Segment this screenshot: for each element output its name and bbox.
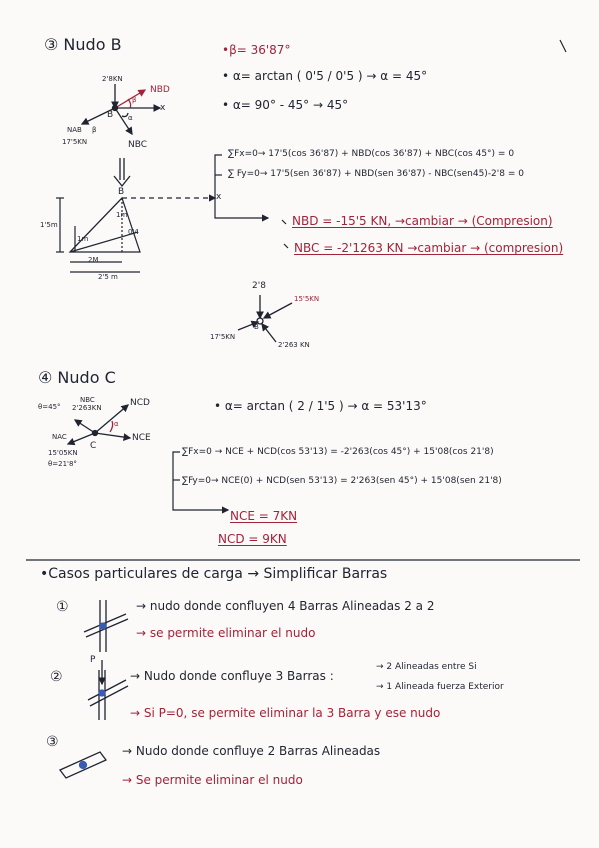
fbd2-b: B — [254, 323, 259, 331]
section4-heading: ④ Nudo C — [38, 368, 116, 387]
case2-option1: → 2 Alineadas entre Si — [376, 662, 477, 672]
eq-alpha-arctan: • α= arctan ( 0'5 / 0'5 ) → α = 45° — [222, 69, 428, 83]
case2-line1: → Nudo donde confluye 3 Barras : — [130, 669, 334, 683]
case3-line2: → Se permite eliminar el nudo — [122, 773, 303, 787]
stray-mark — [560, 40, 566, 52]
case2-bars-icon — [88, 660, 128, 720]
c-nbc-val: 2'263KN — [72, 404, 102, 412]
c-ncd: NCD — [130, 398, 150, 408]
tri-base-1: 2M — [88, 256, 99, 264]
tri-inner-1: 1m — [116, 211, 128, 219]
case1-bars-icon — [84, 600, 128, 652]
c-alpha: α — [114, 420, 119, 428]
tri-height-inner: 1m — [77, 235, 89, 243]
case3-bar-icon — [60, 752, 106, 778]
label-x: x — [160, 103, 166, 113]
case1-line2: → se permite eliminar el nudo — [136, 626, 316, 640]
label-nbc: NBC — [128, 140, 148, 150]
label-nab: NAB — [67, 126, 82, 134]
result-nbd: NBD = -15'5 KN, →cambiar → (Compresion) — [292, 214, 553, 228]
result-nbc: NBC = -2'1263 KN →cambiar → (compresion) — [294, 241, 564, 255]
label-nbd: NBD — [150, 85, 170, 95]
case1-line1: → nudo donde confluyen 4 Barras Alineadas 2 a 2 — [136, 599, 435, 613]
fbd-node-b-result — [238, 295, 292, 342]
label-b: B — [107, 110, 114, 120]
case3-line1: → Nudo donde confluye 2 Barras Alineadas — [122, 744, 381, 758]
case3-number: ③ — [46, 734, 59, 750]
c-c: C — [90, 441, 97, 451]
case2-line2: → Si P=0, se permite eliminar la 3 Barra y ese nudo — [130, 706, 441, 720]
eq-alpha-result: • α= 90° - 45° → 45° — [222, 98, 349, 112]
label-nab-value: 17'5KN — [62, 138, 88, 146]
down-arrow-icon — [114, 158, 130, 186]
eq-fy-node-b: ∑ Fy=0→ 17'5(sen 36'87) + NBD(sen 36'87) - NBC(sen45)-2'8 = 0 — [228, 169, 524, 179]
tri-label-x: x — [216, 192, 222, 202]
eq-alpha-node-c: • α= arctan ( 2 / 1'5 ) → α = 53'13° — [214, 399, 427, 413]
c-theta1: θ=45° — [38, 403, 61, 411]
c-theta2: θ=21'8° — [48, 460, 77, 468]
tri-label-b: B — [118, 187, 125, 197]
tri-inner-2: 0'4 — [128, 228, 139, 236]
c-nce: NCE — [132, 433, 151, 443]
case2-number: ② — [50, 669, 63, 685]
fbd2-top: 2'8 — [252, 281, 266, 291]
case1-number: ① — [56, 599, 69, 615]
label-alpha: α — [128, 114, 133, 122]
eq-beta: •β= 36'87° — [222, 43, 291, 57]
section3-heading: ③ Nudo B — [44, 35, 122, 54]
tri-base-2: 2'5 m — [98, 273, 118, 281]
fbd2-bottom: 2'263 KN — [278, 341, 310, 349]
label-force-top: 2'8KN — [102, 75, 123, 83]
result-nce: NCE = 7KN — [230, 509, 298, 523]
section5-heading: •Casos particulares de carga → Simplificar Barras — [40, 566, 388, 582]
eq-fx-node-b: ∑Fx=0→ 17'5(cos 36'87) + NBD(cos 36'87) + NBC(cos 45°) = 0 — [228, 149, 515, 159]
eq-fx-node-c: ∑Fx=0 → NCE + NCD(cos 53'13) = -2'263(cos 45°) + 15'08(cos 21'8) — [182, 447, 494, 457]
case2-option2: → 1 Alineada fuerza Exterior — [376, 682, 504, 692]
c-nac: NAC — [52, 433, 67, 441]
label-beta: β — [132, 96, 137, 104]
fbd2-left: 17'5KN — [210, 333, 236, 341]
eq-fy-node-c: ∑Fy=0→ NCE(0) + NCD(sen 53'13) = 2'263(sen 45°) + 15'08(sen 21'8) — [182, 476, 502, 486]
c-nbc: NBC — [80, 396, 95, 404]
result-ncd: NCD = 9KN — [218, 532, 287, 546]
case2-p: P — [90, 655, 96, 665]
tri-height-total: 1'5m — [40, 221, 58, 229]
c-nac-val: 15'05KN — [48, 449, 78, 457]
label-beta-2: β — [92, 126, 97, 134]
fbd2-right: 15'5KN — [294, 295, 320, 303]
